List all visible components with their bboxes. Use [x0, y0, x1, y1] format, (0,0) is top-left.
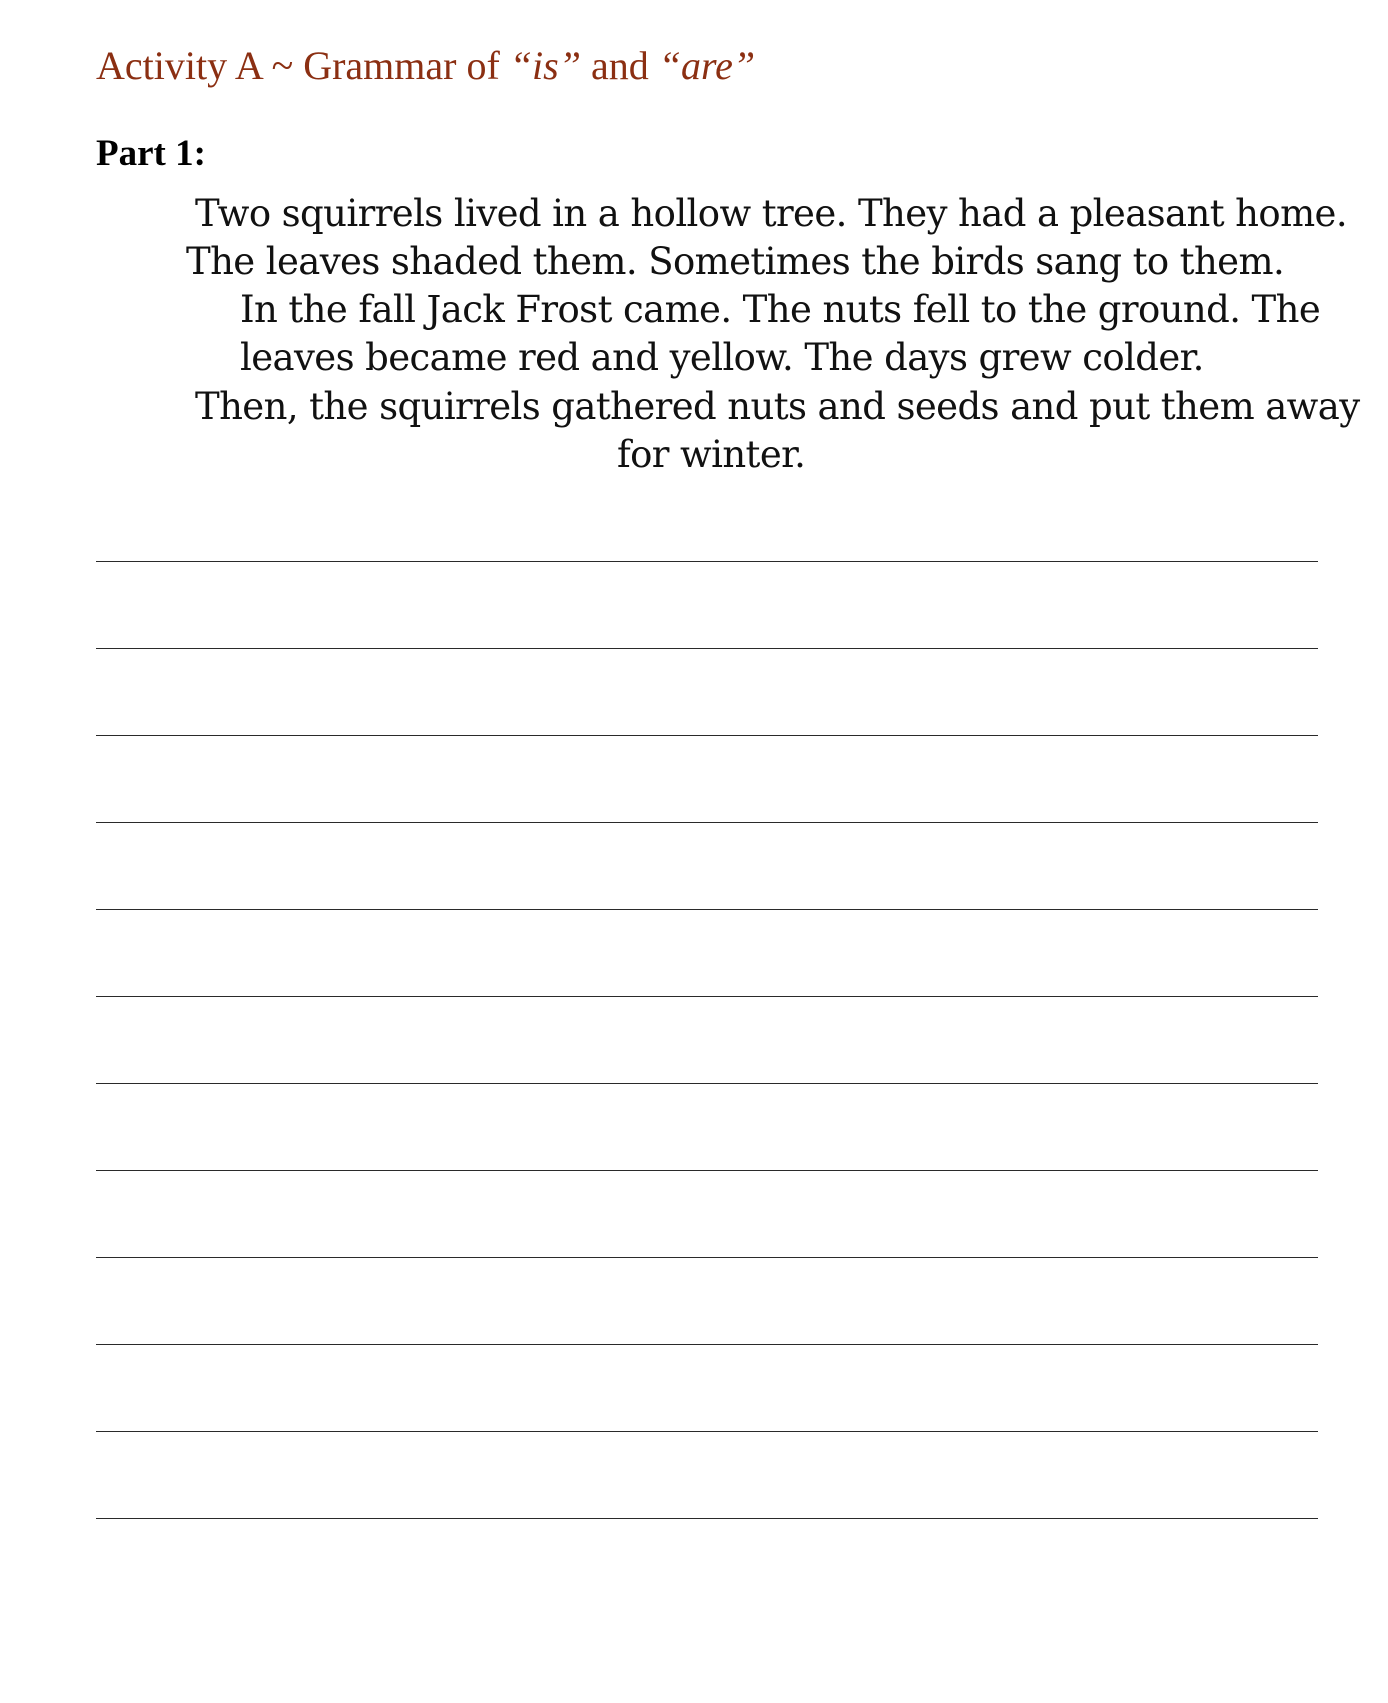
title-word-is: “is”: [509, 43, 581, 88]
passage-line-5: Then, the squirrels gathered nuts and seeds and put them away: [195, 385, 1360, 428]
writing-line: [96, 648, 1318, 649]
writing-line: [96, 1431, 1318, 1432]
writing-line: [96, 1518, 1318, 1519]
writing-lines: [96, 0, 1321, 1703]
passage-line-1: Two squirrels lived in a hollow tree. They had a pleasant home.: [195, 192, 1348, 235]
title-middle: and: [580, 43, 659, 88]
passage-line-4: leaves became red and yellow. The days grew colder.: [240, 336, 1204, 379]
passage-line-6: for winter.: [617, 433, 806, 476]
writing-line: [96, 996, 1318, 997]
writing-line: [96, 1170, 1318, 1171]
title-prefix: Activity A ~ Grammar of: [96, 43, 510, 88]
part-label: Part 1:: [96, 133, 206, 174]
writing-line: [96, 1344, 1318, 1345]
title-word-are: “are”: [658, 43, 756, 88]
passage-line-2: The leaves shaded them. Sometimes the birds sang to them.: [186, 240, 1285, 283]
writing-line: [96, 822, 1318, 823]
writing-line: [96, 735, 1318, 736]
writing-line: [96, 1257, 1318, 1258]
writing-line: [96, 561, 1318, 562]
passage-line-3: In the fall Jack Frost came. The nuts fell to the ground. The: [240, 288, 1321, 331]
writing-line: [96, 1083, 1318, 1084]
writing-line: [96, 909, 1318, 910]
